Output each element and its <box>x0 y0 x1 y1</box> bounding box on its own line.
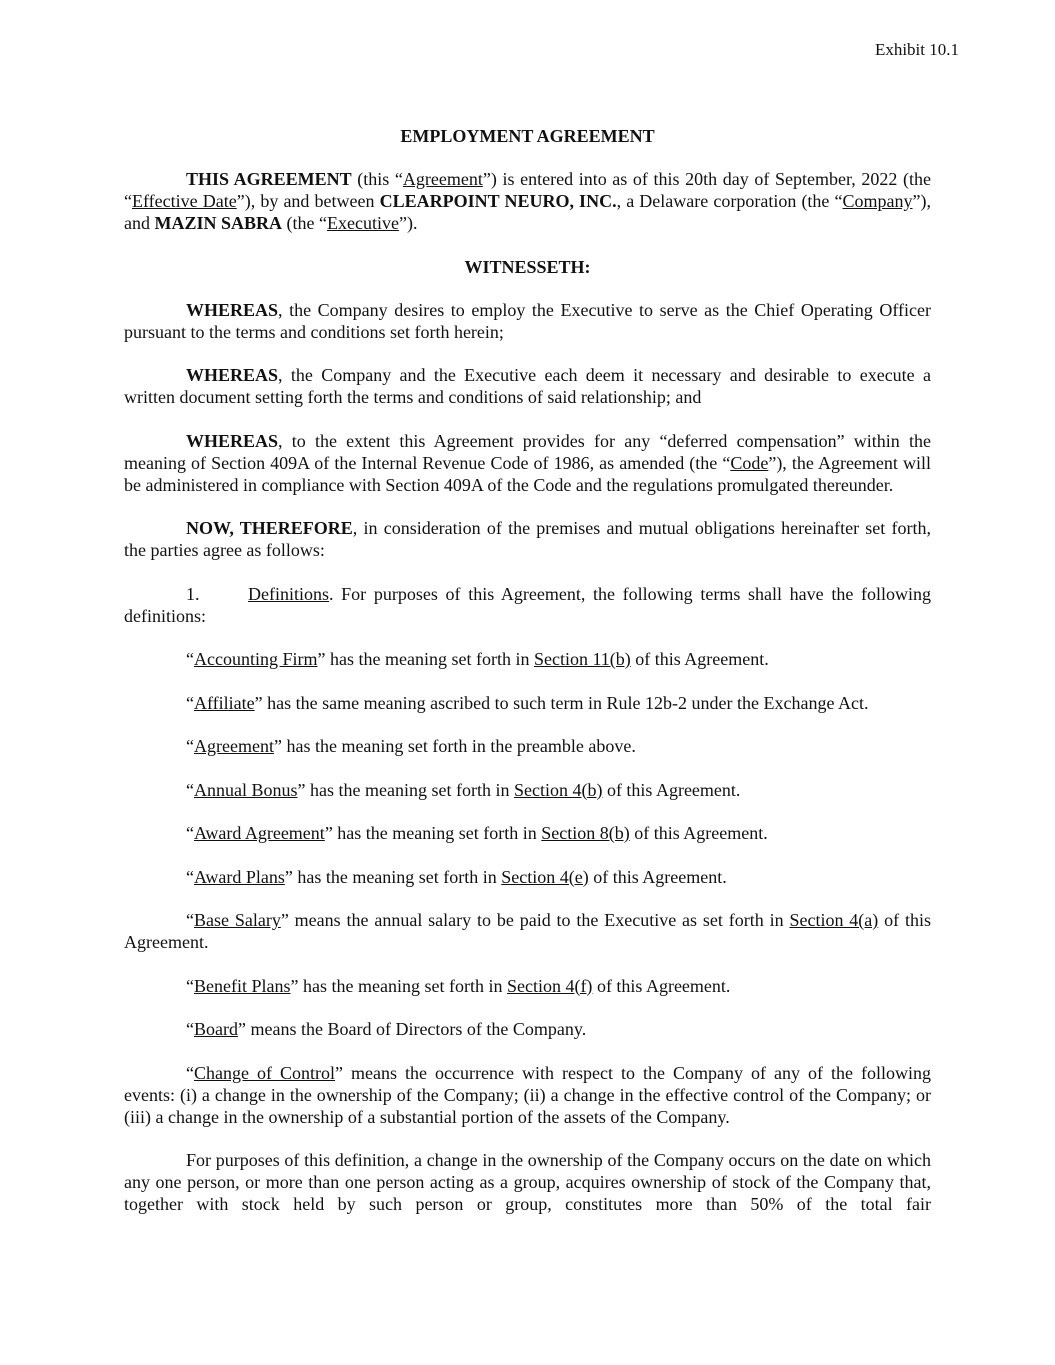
definition-text: ” has the meaning set forth in <box>324 823 542 843</box>
definition-text: of this Agreement. <box>629 823 768 843</box>
recital-paragraph <box>124 364 931 408</box>
now-therefore-paragraph <box>124 517 931 561</box>
definition-base-salary: “Base Salary” means the annual salary to be paid to the Executive as set forth in Section 4(a) of this Agreement. <box>124 910 931 952</box>
company-name: CLEARPOINT NEURO, INC. <box>379 191 617 211</box>
preamble-lead: THIS AGREEMENT <box>186 169 352 189</box>
defined-term: Affiliate <box>194 692 255 713</box>
recital-text: , the Company desires to employ the Executive to serve as the Chief Operating Officer pursuant to the terms and conditions set forth herein; <box>124 299 931 342</box>
preamble-text: , a Delaware corporation (the “ <box>616 191 843 211</box>
definition-text: ” has the same meaning ascribed to such term in Rule 12b-2 under the Exchange Act. <box>254 692 869 713</box>
definition-change-of-control: “Change of Control” means the occurrence with respect to the Company of any of the following events: (i) a change in the ownership of the Company; (ii) a change in the effective control of the Company; or (iii) a change in the ownership of a substantial portion of the assets of the Company. <box>124 1062 931 1127</box>
definition-text: ” means the occurrence with respect to the Company of any of the following events: (i) a change in the ownership of the Company; (ii) a change in the effective control of the Company; or (iii) a change in the ownership of a substantial portion of the assets of the Company. <box>124 1062 931 1127</box>
definition-agreement: “Agreement” has the meaning set forth in the preamble above. <box>186 736 636 756</box>
section-1-paragraph <box>124 583 931 627</box>
definition-text: of this Agreement. <box>630 649 769 669</box>
definition-text: ” has the meaning set forth in <box>284 866 502 887</box>
defined-term: Change of Control <box>194 1062 336 1083</box>
definition-award-agreement: “Award Agreement” has the meaning set forth in Section 8(b) of this Agreement. <box>186 823 768 843</box>
defined-term: Agreement <box>402 169 483 189</box>
section-reference: Section 8(b) <box>541 823 630 843</box>
preamble-text: ”). <box>398 213 418 233</box>
definition-text: of this Agreement. <box>124 910 931 952</box>
recital-paragraph <box>124 430 931 496</box>
definition-text: ” means the annual salary to be paid to the Executive as set forth in <box>280 910 790 930</box>
definition-text: ” has the meaning set forth in <box>297 779 514 800</box>
section-number: 1. <box>186 583 200 604</box>
definition-text: of this Agreement. <box>602 779 741 800</box>
preamble-text: ”), by and between <box>236 191 380 211</box>
definition-affiliate: “Affiliate” has the same meaning ascribed to such term in Rule 12b-2 under the Exchange Act. <box>186 692 869 713</box>
definition-text: of this Agreement. <box>588 866 727 887</box>
defined-term: Executive <box>327 213 399 233</box>
section-heading: Definitions <box>248 583 329 604</box>
preamble-paragraph <box>124 168 931 234</box>
definition-text: ” has the meaning set forth in <box>317 649 534 669</box>
defined-term: Agreement <box>194 736 274 756</box>
preamble-text: ”), and <box>124 191 932 233</box>
defined-term: Base Salary <box>194 910 281 930</box>
section-text: . For purposes of this Agreement, the following terms shall have the following definitions: <box>124 583 931 626</box>
defined-term: Effective Date <box>132 191 237 211</box>
definition-benefit-plans: “Benefit Plans” has the meaning set forth in Section 4(f) of this Agreement. <box>186 975 731 996</box>
defined-term: Accounting Firm <box>194 649 318 669</box>
executive-name: MAZIN SABRA <box>154 213 283 233</box>
recital-text: , the Company and the Executive each deem it necessary and desirable to execute a written document setting forth the terms and conditions of said relationship; and <box>124 365 931 407</box>
preamble-text: (the “ <box>282 213 327 233</box>
section-reference: Section 11(b) <box>533 649 631 669</box>
definition-board: “Board” means the Board of Directors of the Company. <box>186 1019 587 1039</box>
definition-text: ” means the Board of Directors of the Company. <box>238 1019 587 1039</box>
defined-term: Annual Bonus <box>194 779 298 800</box>
preamble-text: ”) is entered into as of this 20th day of September, 2022 (the “ <box>124 169 931 211</box>
exhibit-label: Exhibit 10.1 <box>874 40 959 59</box>
now-therefore-text: , in consideration of the premises and mutual obligations hereinafter set forth, the parties agree as follows: <box>124 518 931 560</box>
defined-term: Award Agreement <box>194 823 325 843</box>
recital-text: , to the extent this Agreement provides for any “deferred compensation” within the meaning of Section 409A of the Internal Revenue Code of 1986, as amended (the “ <box>124 430 931 473</box>
definition-text: of this Agreement. <box>592 975 731 996</box>
definition-text: ” has the meaning set forth in <box>290 975 507 996</box>
definition-accounting-firm: “Accounting Firm” has the meaning set forth in Section 11(b) of this Agreement. <box>186 649 769 669</box>
defined-term: Board <box>194 1019 238 1039</box>
document-body <box>124 125 931 1215</box>
definition-award-plans: “Award Plans” has the meaning set forth in Section 4(e) of this Agreement. <box>186 866 727 887</box>
defined-term: Benefit Plans <box>194 975 291 996</box>
recital-paragraph <box>124 299 931 343</box>
recital-lead: WHEREAS <box>186 430 279 451</box>
definition-text: ” has the meaning set forth in the preamble above. <box>273 736 636 756</box>
document-title: EMPLOYMENT AGREEMENT <box>400 126 655 146</box>
witnesseth-heading: WITNESSETH: <box>464 256 591 277</box>
section-reference: Section 4(a) <box>789 910 879 930</box>
defined-term: Award Plans <box>194 866 285 887</box>
section-reference: Section 4(f) <box>506 975 593 996</box>
definition-annual-bonus: “Annual Bonus” has the meaning set forth in Section 4(b) of this Agreement. <box>186 779 741 800</box>
defined-term: Company <box>842 191 913 211</box>
section-reference: Section 4(e) <box>501 866 589 887</box>
defined-term: Code <box>730 452 769 473</box>
ownership-paragraph: For purposes of this definition, a change in the ownership of the Company occurs on the date on which any one person, or more than one person acting as a group, acquires ownership of stock of the Company that, together with stock held by such person or group, constitutes more than 50% of the total fair <box>124 1150 931 1214</box>
section-reference: Section 4(b) <box>513 779 603 800</box>
recital-text: ”), the Agreement will be administered in compliance with Section 409A of the Code and the regulations promulgated thereunder. <box>124 452 931 495</box>
preamble-text: (this “ <box>351 169 403 189</box>
recital-lead: WHEREAS <box>186 365 279 385</box>
now-therefore-lead: NOW, THEREFORE <box>186 518 353 538</box>
recital-lead: WHEREAS <box>186 299 279 320</box>
